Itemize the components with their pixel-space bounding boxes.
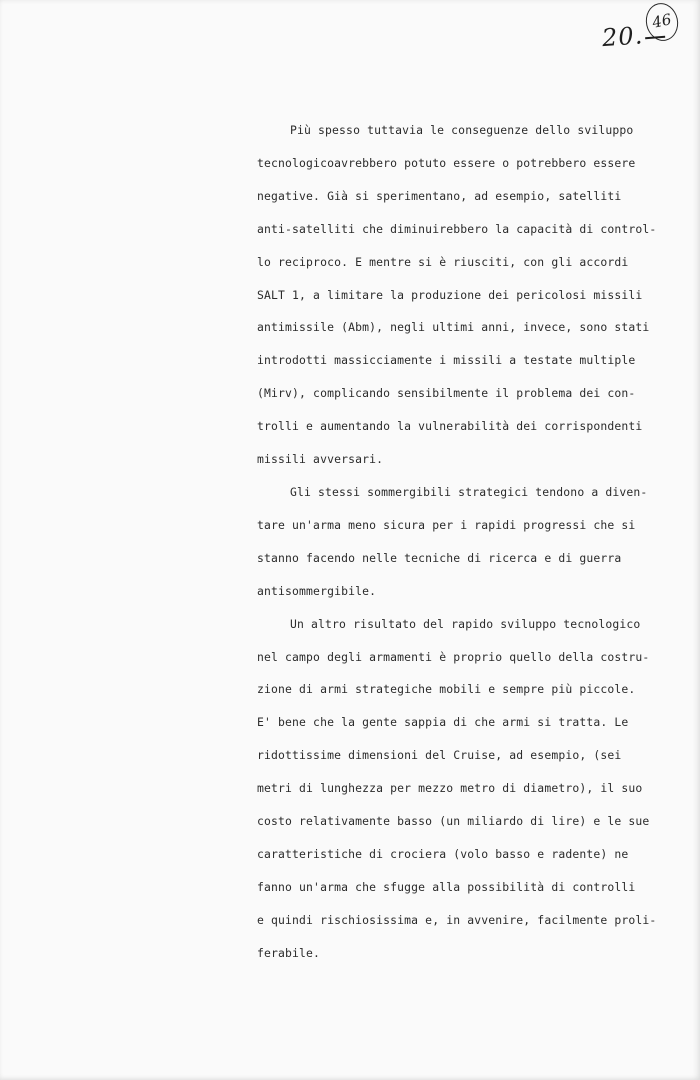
paragraph-1 <box>257 114 657 476</box>
text-line: introdotti massicciamente i missili a testate multiple <box>257 353 636 368</box>
paragraph-2 <box>257 476 657 608</box>
paragraph-3 <box>257 608 657 970</box>
text-line: costo relativamente basso (un miliardo di lire) e le sue <box>257 814 650 829</box>
document-body <box>257 114 657 970</box>
text-line: anti-satelliti che diminuirebbero la capacità di control- <box>257 221 657 236</box>
text-line: missili avversari. <box>257 452 384 467</box>
text-line: trolli e aumentando la vulnerabilità dei corrispondenti <box>257 419 643 434</box>
text-line: tare un'arma meno sicura per i rapidi progressi che si <box>257 517 636 532</box>
text-line: negative. Già si sperimentano, ad esempio, satelliti <box>257 188 622 203</box>
text-line: nel campo degli armamenti è proprio quello della costru- <box>257 649 650 664</box>
text-line: antimissile (Abm), negli ultimi anni, invece, sono stati <box>257 320 650 335</box>
text-line: Più spesso tuttavia le conseguenze dello sviluppo <box>290 123 634 137</box>
page-number <box>601 20 666 52</box>
text-line: metri di lunghezza per mezzo metro di diametro), il suo <box>257 781 643 796</box>
text-line: ridottissime dimensioni del Cruise, ad esempio, (sei <box>257 748 622 763</box>
text-line: antisommergibile. <box>257 583 377 598</box>
text-line: SALT 1, a limitare la produzione dei pericolosi missili <box>257 287 643 302</box>
text-line: lo reciproco. E mentre si è riusciti, con gli accordi <box>257 254 629 269</box>
text-line: caratteristiche di crociera (volo basso e radente) ne <box>257 846 629 861</box>
text-line: tecnologicoavrebbero potuto essere o potrebbero essere <box>257 155 636 170</box>
text-line: E' bene che la gente sappia di che armi si tratta. Le <box>257 715 629 730</box>
text-line: stanno facendo nelle tecniche di ricerca e di guerra <box>257 550 622 565</box>
page-number-dash <box>645 36 665 39</box>
text-line: zione di armi strategiche mobili e sempre più piccole. <box>257 682 636 697</box>
page-number-text: 20. <box>601 21 645 53</box>
text-line: e quindi rischiosissima e, in avvenire, facilmente proli- <box>257 912 657 927</box>
text-line: Gli stessi sommergibili strategici tendono a diven- <box>290 484 648 499</box>
text-line: fanno un'arma che sfugge alla possibilità di controlli <box>257 879 636 894</box>
text-line: ferabile. <box>257 945 321 960</box>
text-line: (Mirv), complicando sensibilmente il problema dei con- <box>257 386 636 401</box>
text-line: Un altro risultato del rapido sviluppo tecnologico <box>290 616 641 631</box>
page-stamp: 46 <box>642 0 681 44</box>
